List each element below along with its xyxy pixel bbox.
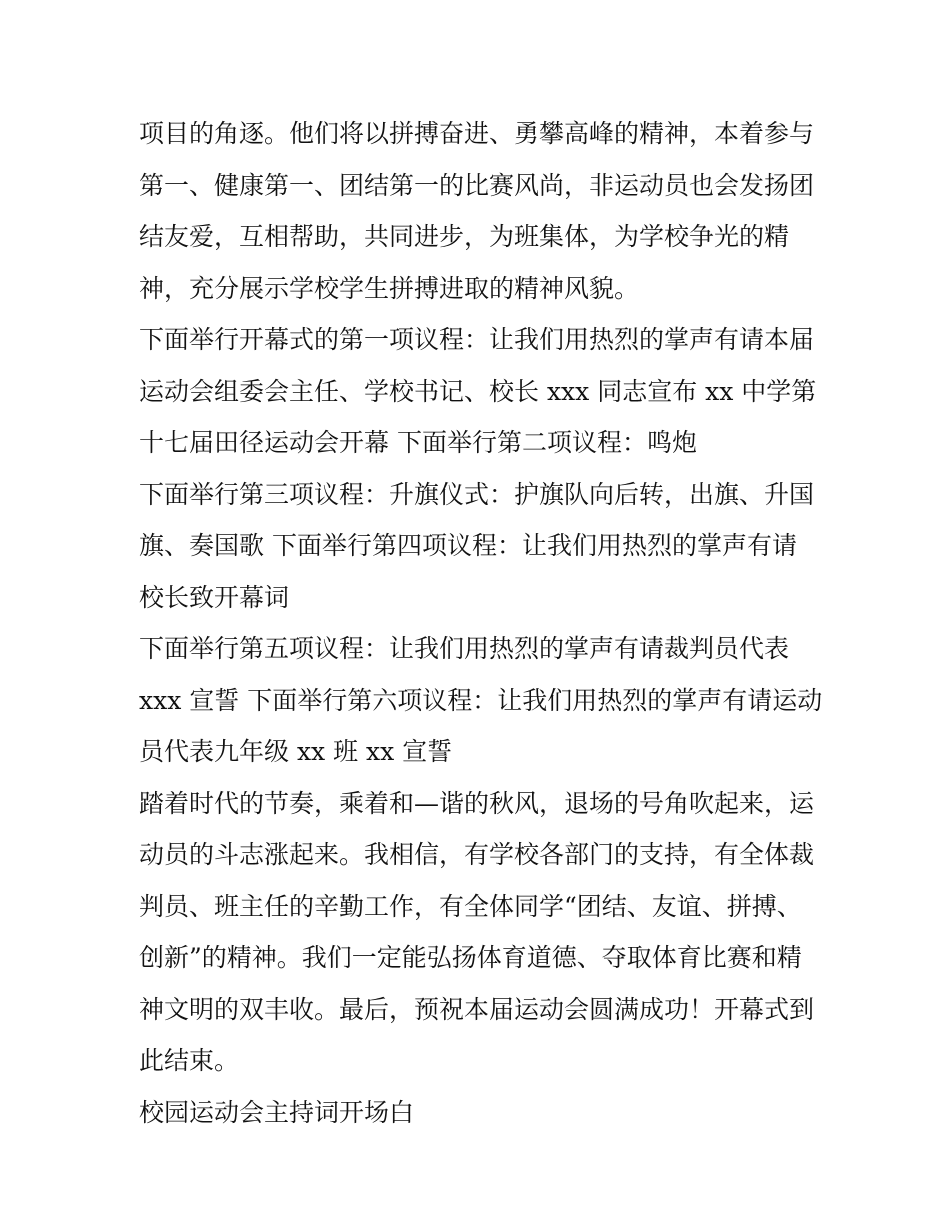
section-heading: 校园运动会主持词开场白 — [139, 1097, 415, 1127]
text-line: 项目的角逐。他们将以拼搏奋进、勇攀高峰的精神，本着参与 — [139, 119, 815, 148]
text-line: 创新”的精神。我们一定能弘扬体育道德、夺取体育比赛和精 — [139, 943, 802, 972]
text-line: 踏着时代的节奏，乘着和—谐的秋风，退场的号角吹起来，运 — [139, 788, 815, 818]
text-line: 神，充分展示学校学生拼搏进取的精神风貌。 — [139, 273, 640, 303]
text-line: 下面举行第三项议程：升旗仪式：护旗队向后转，出旗、升国 — [139, 479, 815, 509]
text-line: 下面举行第五项议程：让我们用热烈的掌声有请裁判员代表 — [139, 634, 790, 663]
text-line: 动员的斗志涨起来。我相信，有学校各部门的支持，有全体裁 — [139, 840, 815, 869]
text-line: 校长致开幕词 — [139, 582, 290, 612]
text-line: 第一、健康第一、团结第一的比赛风尚，非运动员也会发扬团 — [139, 170, 815, 200]
text-line: 十七届田径运动会开幕 下面举行第二项议程：鸣炮 — [139, 428, 697, 457]
text-line: 判员、班主任的辛勤工作，有全体同学“团结、友谊、拼搏、 — [139, 891, 802, 921]
text-line: 神文明的双丰收。最后，预祝本届运动会圆满成功！开幕式到 — [139, 994, 815, 1024]
text-line: xxx 宣誓 下面举行第六项议程：让我们用热烈的掌声有请运动 — [139, 685, 823, 715]
text-line: 结友爱，互相帮助，共同进步，为班集体，为学校争光的精 — [139, 222, 790, 251]
document-body — [139, 108, 823, 1138]
text-line: 员代表九年级 xx 班 xx 宣誓 — [139, 737, 453, 766]
text-line: 旗、奏国歌 下面举行第四项议程：让我们用热烈的掌声有请 — [139, 531, 797, 560]
text-line: 运动会组委会主任、学校书记、校长 xxx 同志宣布 xx 中学第 — [139, 376, 817, 406]
text-line: 下面举行开幕式的第一项议程：让我们用热烈的掌声有请本届 — [139, 325, 815, 354]
text-line: 此结束。 — [139, 1046, 240, 1075]
